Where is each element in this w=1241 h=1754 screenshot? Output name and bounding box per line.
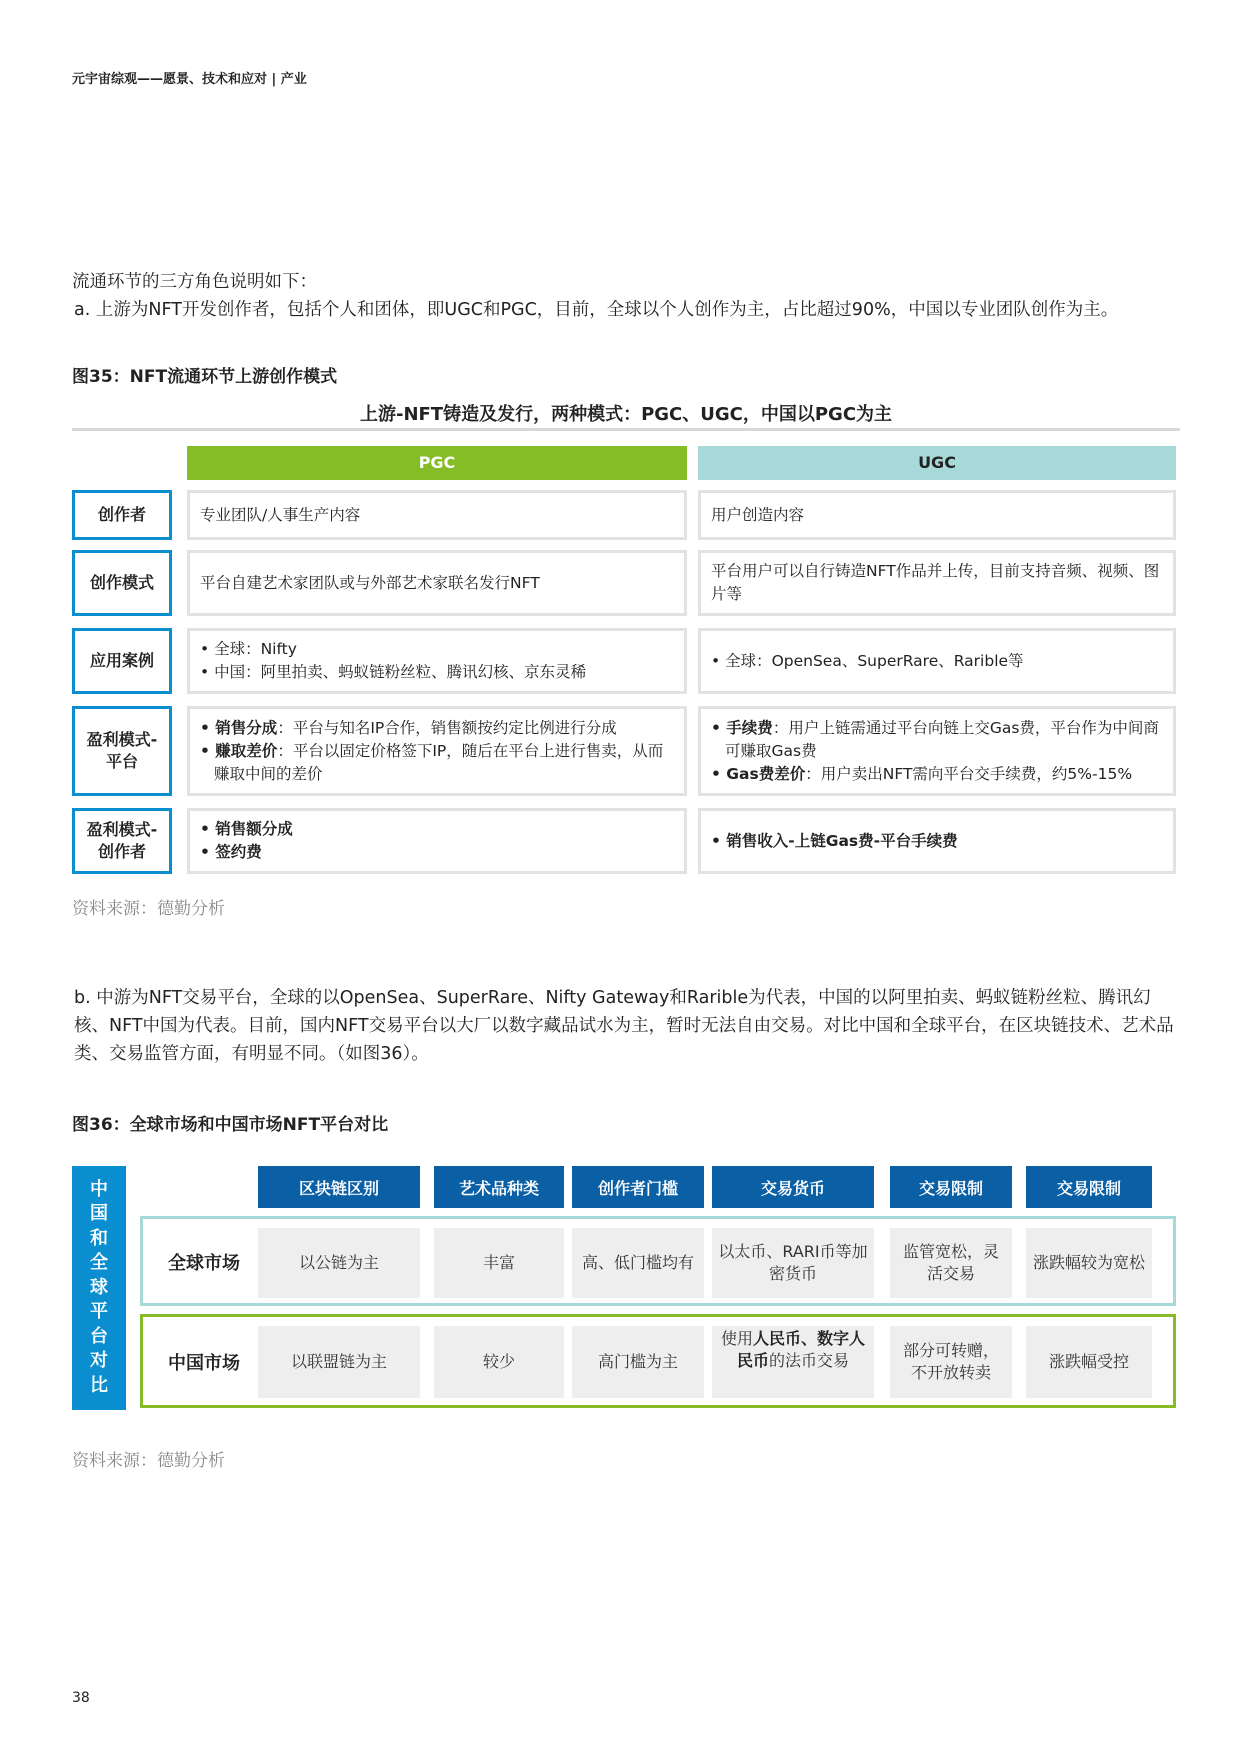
col-header-currency: 交易货币 bbox=[712, 1166, 874, 1208]
global-blockchain-cell: 以公链为主 bbox=[258, 1228, 420, 1298]
global-threshold-cell: 高、低门槛均有 bbox=[572, 1228, 704, 1298]
bullet bbox=[200, 717, 674, 740]
row-label-profit-creator: 盈利模式-创作者 bbox=[72, 808, 172, 874]
currency-text: 的法币交易 bbox=[769, 1351, 850, 1370]
side-char: 中 bbox=[90, 1178, 108, 1200]
cell-text: 专业团队/人事生产内容 bbox=[200, 505, 361, 524]
cell-text: 平台用户可以自行铸造NFT作品并上传，目前支持音频、视频、图片等 bbox=[711, 562, 1160, 603]
china-threshold-cell: 高门槛为主 bbox=[572, 1326, 704, 1398]
global-art-cell: 丰富 bbox=[434, 1228, 564, 1298]
col-header-art-category: 艺术品种类 bbox=[434, 1166, 564, 1208]
row-label-creation-mode: 创作模式 bbox=[72, 550, 172, 616]
pgc-cell-creation-mode bbox=[187, 550, 687, 616]
paragraph-b: b. 中游为NFT交易平台，全球的以OpenSea、SuperRare、Nifty Gateway和Rarible为代表，中国的以阿里拍卖、蚂蚁链粉丝粒、腾讯幻核、NFT中国为代表。目前，国内NFT交易平台以大厂以数字藏品试水为主，暂时无法自由交易。对比中国和全球平台，在区块链技术、艺术品类、交易监管方面，有明显不同。（如图36）。 bbox=[74, 988, 1174, 1064]
ugc-cell-cases bbox=[698, 628, 1176, 694]
fig36-source: 资料来源：德勤分析 bbox=[72, 1451, 225, 1471]
bullet: • 销售额分成 bbox=[200, 820, 293, 838]
row-label-china-market: 中国市场 bbox=[168, 1353, 240, 1374]
col-header-creator-threshold: 创作者门槛 bbox=[572, 1166, 704, 1208]
fig36-title: 图36：全球市场和中国市场NFT平台对比 bbox=[72, 1115, 389, 1135]
intro-line-2: a. 上游为NFT开发创作者，包括个人和团体，即UGC和PGC，目前，全球以个人创作为主，占比超过90%，中国以专业团队创作为主。 bbox=[74, 300, 1119, 320]
china-art-cell: 较少 bbox=[434, 1326, 564, 1398]
cell-text: 用户创造内容 bbox=[711, 505, 805, 524]
pgc-cell-cases bbox=[187, 628, 687, 694]
fig35-title: 图35：NFT流通环节上游创作模式 bbox=[72, 367, 338, 387]
col-header-blockchain: 区块链区别 bbox=[258, 1166, 420, 1208]
china-currency-cell bbox=[712, 1326, 874, 1398]
intro-line-1: 流通环节的三方角色说明如下： bbox=[72, 272, 317, 292]
bullet: • 签约费 bbox=[200, 843, 262, 861]
cell-text: 平台自建艺术家团队或与外部艺术家联名发行NFT bbox=[200, 573, 540, 592]
china-restriction-cell-1: 部分可转赠，不开放转卖 bbox=[890, 1326, 1012, 1398]
ugc-cell-profit-creator bbox=[698, 808, 1176, 874]
ugc-column-header: UGC bbox=[698, 446, 1176, 480]
bullet-text: ：用户卖出NFT需向平台交手续费，约5%-15% bbox=[805, 764, 1133, 783]
col-header-restriction-1: 交易限制 bbox=[890, 1166, 1012, 1208]
global-restriction-cell-1: 监管宽松，灵活交易 bbox=[890, 1228, 1012, 1298]
china-blockchain-cell: 以联盟链为主 bbox=[258, 1326, 420, 1398]
bullet-text: ：平台以固定价格签下IP，随后在平台上进行售卖，从而赚取中间的差价 bbox=[214, 741, 664, 783]
fig35-subtitle: 上游-NFT铸造及发行，两种模式：PGC、UGC，中国以PGC为主 bbox=[359, 404, 893, 425]
bullet-key: • 赚取差价 bbox=[200, 741, 278, 760]
ugc-cell-creator bbox=[698, 490, 1176, 540]
page-number: 38 bbox=[72, 1690, 90, 1706]
bullet-key: • Gas费差价 bbox=[711, 764, 806, 783]
side-char: 全 bbox=[90, 1252, 108, 1274]
row-label-cases: 应用案例 bbox=[72, 628, 172, 694]
bullet: • 全球：OpenSea、SuperRare、Rarible等 bbox=[711, 651, 1024, 670]
bullet-text: ：平台与知名IP合作，销售额按约定比例进行分成 bbox=[277, 718, 617, 737]
pgc-cell-profit-creator bbox=[187, 808, 687, 874]
global-restriction-cell-2: 涨跌幅较为宽松 bbox=[1026, 1228, 1152, 1298]
pgc-column-header: PGC bbox=[187, 446, 687, 480]
side-char: 比 bbox=[90, 1374, 108, 1396]
running-header: 元宇宙综观——愿景、技术和应对 | 产业 bbox=[72, 72, 307, 87]
row-label-creator: 创作者 bbox=[72, 490, 172, 540]
fig35-source: 资料来源：德勤分析 bbox=[72, 899, 225, 919]
ugc-cell-profit-platform bbox=[698, 706, 1176, 796]
currency-text: 使用 bbox=[720, 1329, 753, 1348]
currency-highlight: 人民币、数字人民币 bbox=[736, 1329, 866, 1370]
bullet bbox=[711, 717, 1163, 763]
bullet: • 中国：阿里拍卖、蚂蚁链粉丝粒、腾讯幻核、京东灵稀 bbox=[200, 663, 587, 681]
col-header-restriction-2: 交易限制 bbox=[1026, 1166, 1152, 1208]
global-currency-cell: 以太币、RARI币等加密货币 bbox=[712, 1228, 874, 1298]
pgc-cell-profit-platform bbox=[187, 706, 687, 796]
fig36-side-label bbox=[72, 1166, 126, 1410]
bullet: • 销售收入-上链Gas费-平台手续费 bbox=[711, 831, 958, 850]
side-char: 台 bbox=[90, 1325, 108, 1347]
bullet-text: ：用户上链需通过平台向链上交Gas费，平台作为中间商可赚取Gas费 bbox=[725, 718, 1159, 760]
bullet: • 全球：Nifty bbox=[200, 640, 297, 658]
china-restriction-cell-2: 涨跌幅受控 bbox=[1026, 1326, 1152, 1398]
side-char: 和 bbox=[90, 1227, 108, 1249]
side-char: 国 bbox=[90, 1203, 108, 1225]
row-label-profit-platform: 盈利模式-平台 bbox=[72, 706, 172, 796]
side-char: 对 bbox=[90, 1350, 108, 1372]
bullet-key: • 手续费 bbox=[711, 718, 773, 737]
pgc-cell-creator bbox=[187, 490, 687, 540]
row-label-global-market: 全球市场 bbox=[168, 1253, 240, 1274]
ugc-cell-creation-mode bbox=[698, 550, 1176, 616]
bullet bbox=[200, 740, 674, 786]
bullet-key: • 销售分成 bbox=[200, 718, 278, 737]
bullet bbox=[711, 763, 1163, 786]
side-char: 球 bbox=[90, 1276, 108, 1298]
fig35-divider bbox=[72, 428, 1180, 431]
side-char: 平 bbox=[90, 1301, 108, 1323]
